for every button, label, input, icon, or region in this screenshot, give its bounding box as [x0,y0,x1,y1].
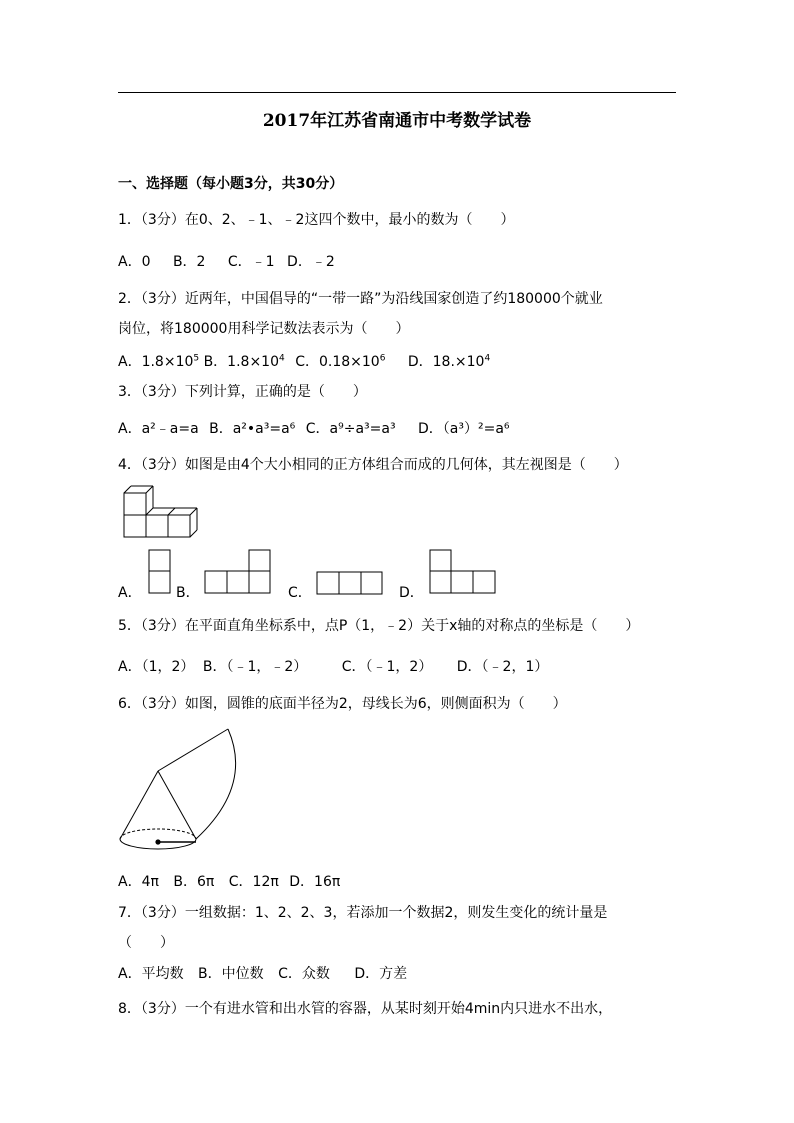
question-6-stem: 6．（3分）如图，圆锥的底面半径为2，母线长为6，则侧面积为（ ） [118,696,567,712]
option-c: C． [288,585,312,601]
question-1-stem: 1．（3分）在0、2、﹣1、﹣2这四个数中，最小的数为（ ） [118,212,515,228]
option-d: D．（﹣2，1） [456,659,549,675]
option-c: C．a⁹÷a³=a³ [305,421,396,437]
option-b: B．a²•a³=a⁶ [209,421,296,437]
option-a: A．4π [118,874,159,890]
option-c-figure [316,571,384,596]
question-3-options [118,419,510,439]
option-c: C．12π [228,874,279,890]
option-b: B．2 [172,254,206,270]
question-7-options [118,964,407,984]
option-b: B．中位数 [198,966,264,982]
question-7-stem-line1: 7．（3分）一组数据：1、2、2、3，若添加一个数据2，则发生变化的统计量是 [118,905,608,921]
option-d: D．方差 [354,966,408,982]
option-d: D．$18.\times 10^4$ [407,353,491,370]
option-a: A． [118,585,142,601]
option-a-figure [148,549,172,595]
question-6-options [118,872,340,892]
page-title: 2017年江苏省南通市中考数学试卷 [262,111,532,131]
figure-cube-solid [118,483,204,543]
header-rule [118,92,676,93]
option-a: A．a²﹣a=a [118,421,199,437]
option-d: D． [399,585,424,601]
option-b: B．$1.8\times 10^4$ [203,353,285,370]
question-1-options [118,252,335,272]
question-2-stem-line1: 2．（3分）近两年，中国倡导的“一带一路”为沿线国家创造了约180000个就业 [118,291,603,307]
question-8-stem: 8．（3分）一个有进水管和出水管的容器，从某时刻开始4min内只进水不出水， [118,1001,613,1017]
question-3-stem: 3．（3分）下列计算，正确的是（ ） [118,384,367,400]
question-2-options [118,352,490,372]
question-5-stem: 5．（3分）在平面直角坐标系中，点P（1，﹣2）关于x轴的对称点的坐标是（ ） [118,618,640,634]
option-c: C．众数 [278,966,330,982]
option-a: A．$1.8\times 10^5$ [118,353,200,370]
option-c: C．（﹣1，2） [341,659,433,675]
option-a: A．平均数 [118,966,184,982]
option-b-figure [204,549,272,595]
option-d-figure [429,549,497,595]
option-a: A．0 [118,254,151,270]
option-d: D．（a³）²=a⁶ [418,421,510,437]
option-d: D．16π [289,874,341,890]
question-2-stem-line2: 岗位，将180000用科学记数法表示为（ ） [118,321,410,337]
option-b: B． [176,585,200,601]
question-7-stem-line2: （ ） [118,935,174,951]
question-4-stem: 4．（3分）如图是由4个大小相同的正方体组合而成的几何体，其左视图是（ ） [118,457,628,473]
figure-cone [118,726,244,856]
option-b: B．6π [173,874,215,890]
option-d: D．﹣2 [287,254,335,270]
option-c: C．$0.18\times 10^6$ [295,353,386,370]
option-c: C．﹣1 [227,254,275,270]
option-a: A．（1，2） [118,659,195,675]
section-heading: 一、选择题（每小题3分，共30分） [118,176,344,192]
question-5-options [118,657,548,677]
option-b: B．（﹣1，﹣2） [202,659,308,675]
